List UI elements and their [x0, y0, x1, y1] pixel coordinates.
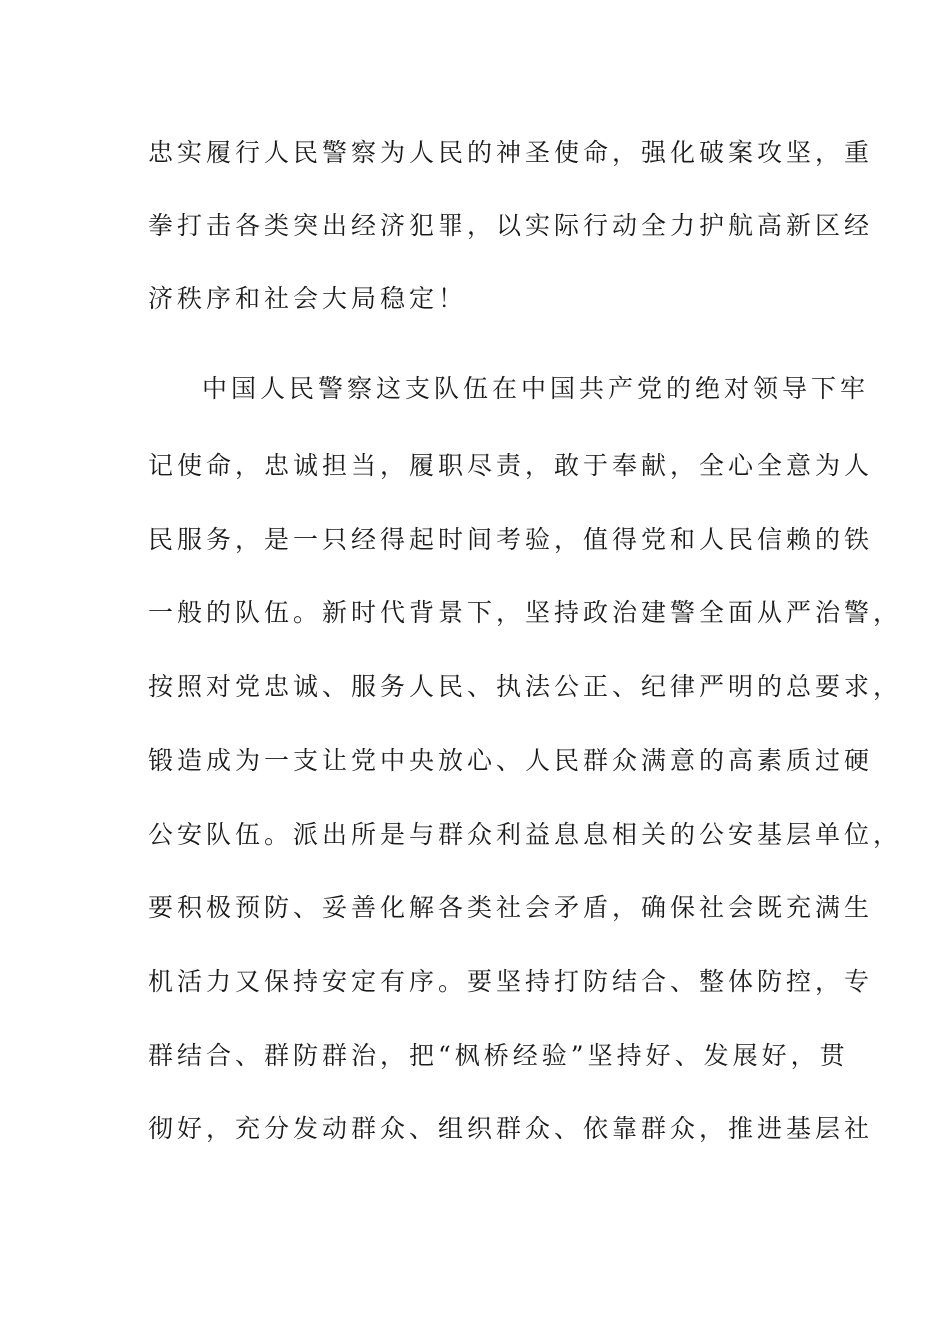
paragraph-line: 机活力又保持安定有序。要坚持打防结合、整体防控，专: [148, 967, 874, 996]
paragraph-line: 济秩序和社会大局稳定！: [148, 284, 468, 313]
paragraph-line: 中国人民警察这支队伍在中国共产党的绝对领导下牢: [202, 374, 870, 403]
paragraph-line: 拳打击各类突出经济犯罪，以实际行动全力护航高新区经: [148, 211, 874, 240]
paragraph-line: 忠实履行人民警察为人民的神圣使命，强化破案攻坚，重: [148, 138, 874, 167]
paragraph-line: 锻造成为一支让党中央放心、人民群众满意的高素质过硬: [148, 746, 874, 775]
paragraph-line: 公安队伍。派出所是与群众利益息息相关的公安基层单位，: [148, 820, 903, 849]
paragraph-line: 群结合、群防群治，把“枫桥经验”坚持好、发展好，贯: [148, 1041, 849, 1070]
paragraph-line: 要积极预防、妥善化解各类社会矛盾，确保社会既充满生: [148, 893, 874, 922]
paragraph-line: 记使命，忠诚担当，履职尽责，敢于奉献，全心全意为人: [148, 451, 874, 480]
paragraph-line: 民服务，是一只经得起时间考验，值得党和人民信赖的铁: [148, 525, 874, 554]
paragraph-line: 彻好，充分发动群众、组织群众、依靠群众，推进基层社: [148, 1114, 874, 1143]
paragraph-line: 一般的队伍。新时代背景下，坚持政治建警全面从严治警，: [148, 598, 903, 627]
paragraph-line: 按照对党忠诚、服务人民、执法公正、纪律严明的总要求，: [148, 672, 903, 701]
